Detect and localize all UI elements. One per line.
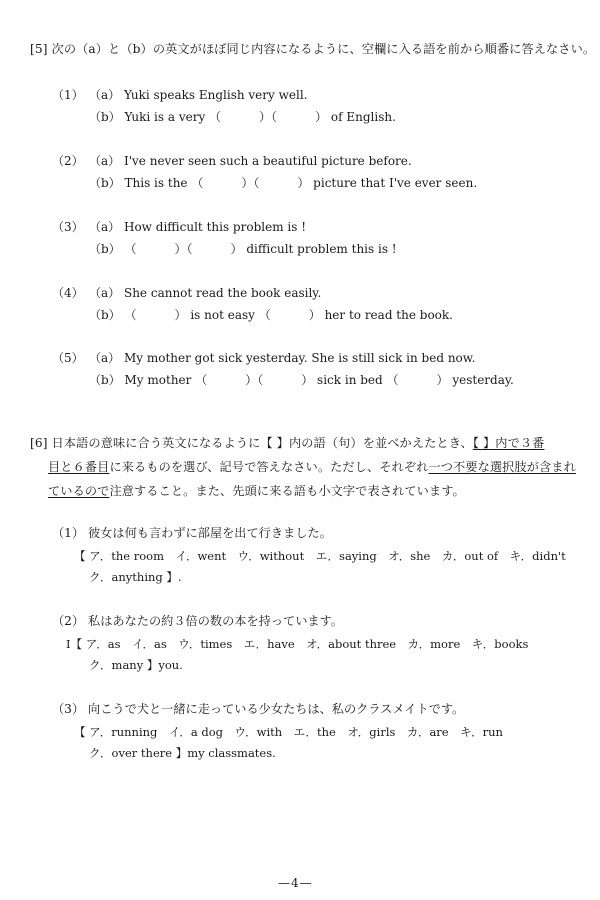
page-number: —4— bbox=[278, 876, 313, 890]
s5-q4-number: （4） bbox=[52, 286, 84, 300]
section5-instruction: [5] 次の（a）と（b）の英文がほぼ同じ内容になるように、空欄に入る語を前から順番に答えなさい。 bbox=[30, 42, 596, 56]
s5-q3-number: （3） bbox=[52, 220, 84, 234]
s6-q3-options-line2: ク．over there 】my classmates. bbox=[89, 746, 276, 760]
s6-q2-japanese: （2） 私はあなたの約３倍の数の本を持っています。 bbox=[52, 614, 343, 628]
s6-q2-options-line2: ク．many 】you. bbox=[89, 658, 183, 672]
s5-q3-b: （b） （ ）（ ） difficult problem this is ! bbox=[89, 242, 397, 256]
s5-q2-b: （b） This is the （ ）（ ） picture that I've ever seen. bbox=[89, 176, 478, 190]
s6-q1-options-line2: ク．anything 】. bbox=[89, 570, 182, 584]
s6-q2-options-line1: I【 ア．as イ．as ウ．times エ．have オ．about three カ．more キ．books bbox=[66, 637, 529, 651]
s6-q3-options-line1: 【 ア．running イ．a dog ウ．with エ．the オ．girls カ．are キ．run bbox=[74, 725, 503, 739]
s5-q1-number: （1） bbox=[52, 88, 84, 102]
s5-q2-number: （2） bbox=[52, 154, 84, 168]
s5-q3-a: （a） How difficult this problem is ! bbox=[89, 220, 307, 234]
s5-q5-b: （b） My mother （ ）（ ） sick in bed （ ） yesterday. bbox=[89, 373, 514, 387]
s5-q5-number: （5） bbox=[52, 351, 84, 365]
s5-q4-b: （b） （ ） is not easy （ ） her to read the book. bbox=[89, 308, 453, 322]
s6-q1-options-line1: 【 ア．the room イ．went ウ．without エ．saying オ．she カ．out of キ．didn't bbox=[74, 549, 566, 563]
section6-instruction-line3: ているので注意すること。また、先頭に来る語も小文字で表されています。 bbox=[48, 484, 465, 498]
s5-q1-a: （a） Yuki speaks English very well. bbox=[89, 88, 308, 102]
s5-q1-b: （b） Yuki is a very （ ）（ ） of English. bbox=[89, 110, 396, 124]
section6-instruction-line1: [6] 日本語の意味に合う英文になるように【 】内の語（句）を並べかえたとき、【 】内で３番 bbox=[30, 436, 545, 450]
s5-q4-a: （a） She cannot read the book easily. bbox=[89, 286, 322, 300]
s6-q3-japanese: （3） 向こうで犬と一緒に走っている少女たちは、私のクラスメイトです。 bbox=[52, 702, 465, 716]
section6-instruction-line2: 目と６番目に来るものを選び、記号で答えなさい。ただし、それぞれ一つ不要な選択肢が含まれ bbox=[48, 460, 576, 474]
s5-q5-a: （a） My mother got sick yesterday. She is still sick in bed now. bbox=[89, 351, 476, 365]
s5-q2-a: （a） I've never seen such a beautiful picture before. bbox=[89, 154, 412, 168]
s6-q1-japanese: （1） 彼女は何も言わずに部屋を出て行きました。 bbox=[52, 526, 332, 540]
